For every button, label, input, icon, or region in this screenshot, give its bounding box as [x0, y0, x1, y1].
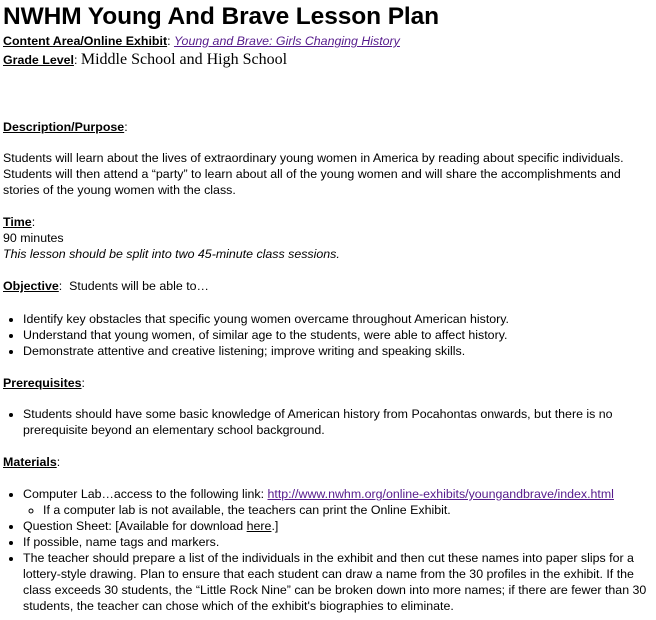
materials-list [3, 486, 652, 614]
grade-level-value: Middle School and High School [80, 51, 288, 68]
content-area-label: Content Area/Online Exhibit [3, 34, 168, 48]
list-item [23, 518, 652, 534]
exhibit-url-link[interactable]: http://www.nwhm.org/online-exhibits/youngandbrave/index.html [267, 487, 614, 501]
list-item: • The teacher should prepare a list of the individuals in the exhibit and then cut these names into paper slips for a lottery-style drawing. Plan to ensure that each student can draw a name from the 30 profiles in the exhibit. If the class exceeds 30 students, the “Little Rock Nine” can be broken down into more names; if there are fewer than 30 students, the teacher can chose which of the exhibit's biographies to eliminate. [23, 550, 652, 614]
description-heading: Description/Purpose [3, 120, 125, 134]
list-item: • Demonstrate attentive and creative listening; improve writing and speaking skills. [23, 343, 652, 359]
download-here-link[interactable]: here [246, 519, 272, 533]
time-note: This lesson should be split into two 45-minute class sessions. [3, 247, 340, 261]
list-item: • Identify key obstacles that specific young women overcame throughout American history. [23, 311, 652, 327]
list-item [23, 486, 652, 518]
objective-heading: Objective [3, 279, 59, 293]
exhibit-link[interactable]: Young and Brave: Girls Changing History [173, 34, 400, 48]
materials-heading: Materials [3, 455, 57, 469]
list-item: • Understand that young women, of similar age to the students, were able to affect history. [23, 327, 652, 343]
content-area: Content Area/Online Exhibit: Young and Brave: Girls Changing History [3, 34, 400, 48]
question-sheet-end: .] [271, 519, 279, 533]
grade-level-label: Grade Level [3, 53, 74, 67]
prerequisites-list [3, 406, 652, 438]
prerequisites-heading: Prerequisites [3, 376, 82, 390]
time-heading: Time [3, 215, 32, 229]
page-title: NWHM Young And Brave Lesson Plan [3, 3, 440, 30]
list-item: • If possible, name tags and markers. [23, 534, 652, 550]
list-item: ◦ If a computer lab is not available, the teachers can print the Online Exhibit. [43, 502, 652, 518]
objective-list [3, 311, 652, 359]
grade-level: Grade Level: Middle School and High School [3, 51, 288, 68]
list-item: • Students should have some basic knowledge of American history from Pocahontas onwards, but there is no prerequisite beyond an elementary school background. [23, 406, 652, 438]
objective-intro: Students will be able to… [69, 279, 209, 293]
computer-lab-text: Computer Lab…access to the following link: [23, 487, 268, 501]
time-value: 90 minutes [3, 231, 64, 245]
description-text: Students will learn about the lives of extraordinary young women in America by reading about specific individuals. Students will then attend a “party” to learn about all of the young women and will share the accomplishments and stories of the young women with the class. [3, 151, 624, 197]
question-sheet-text: Question Sheet: [Available for download [23, 519, 247, 533]
